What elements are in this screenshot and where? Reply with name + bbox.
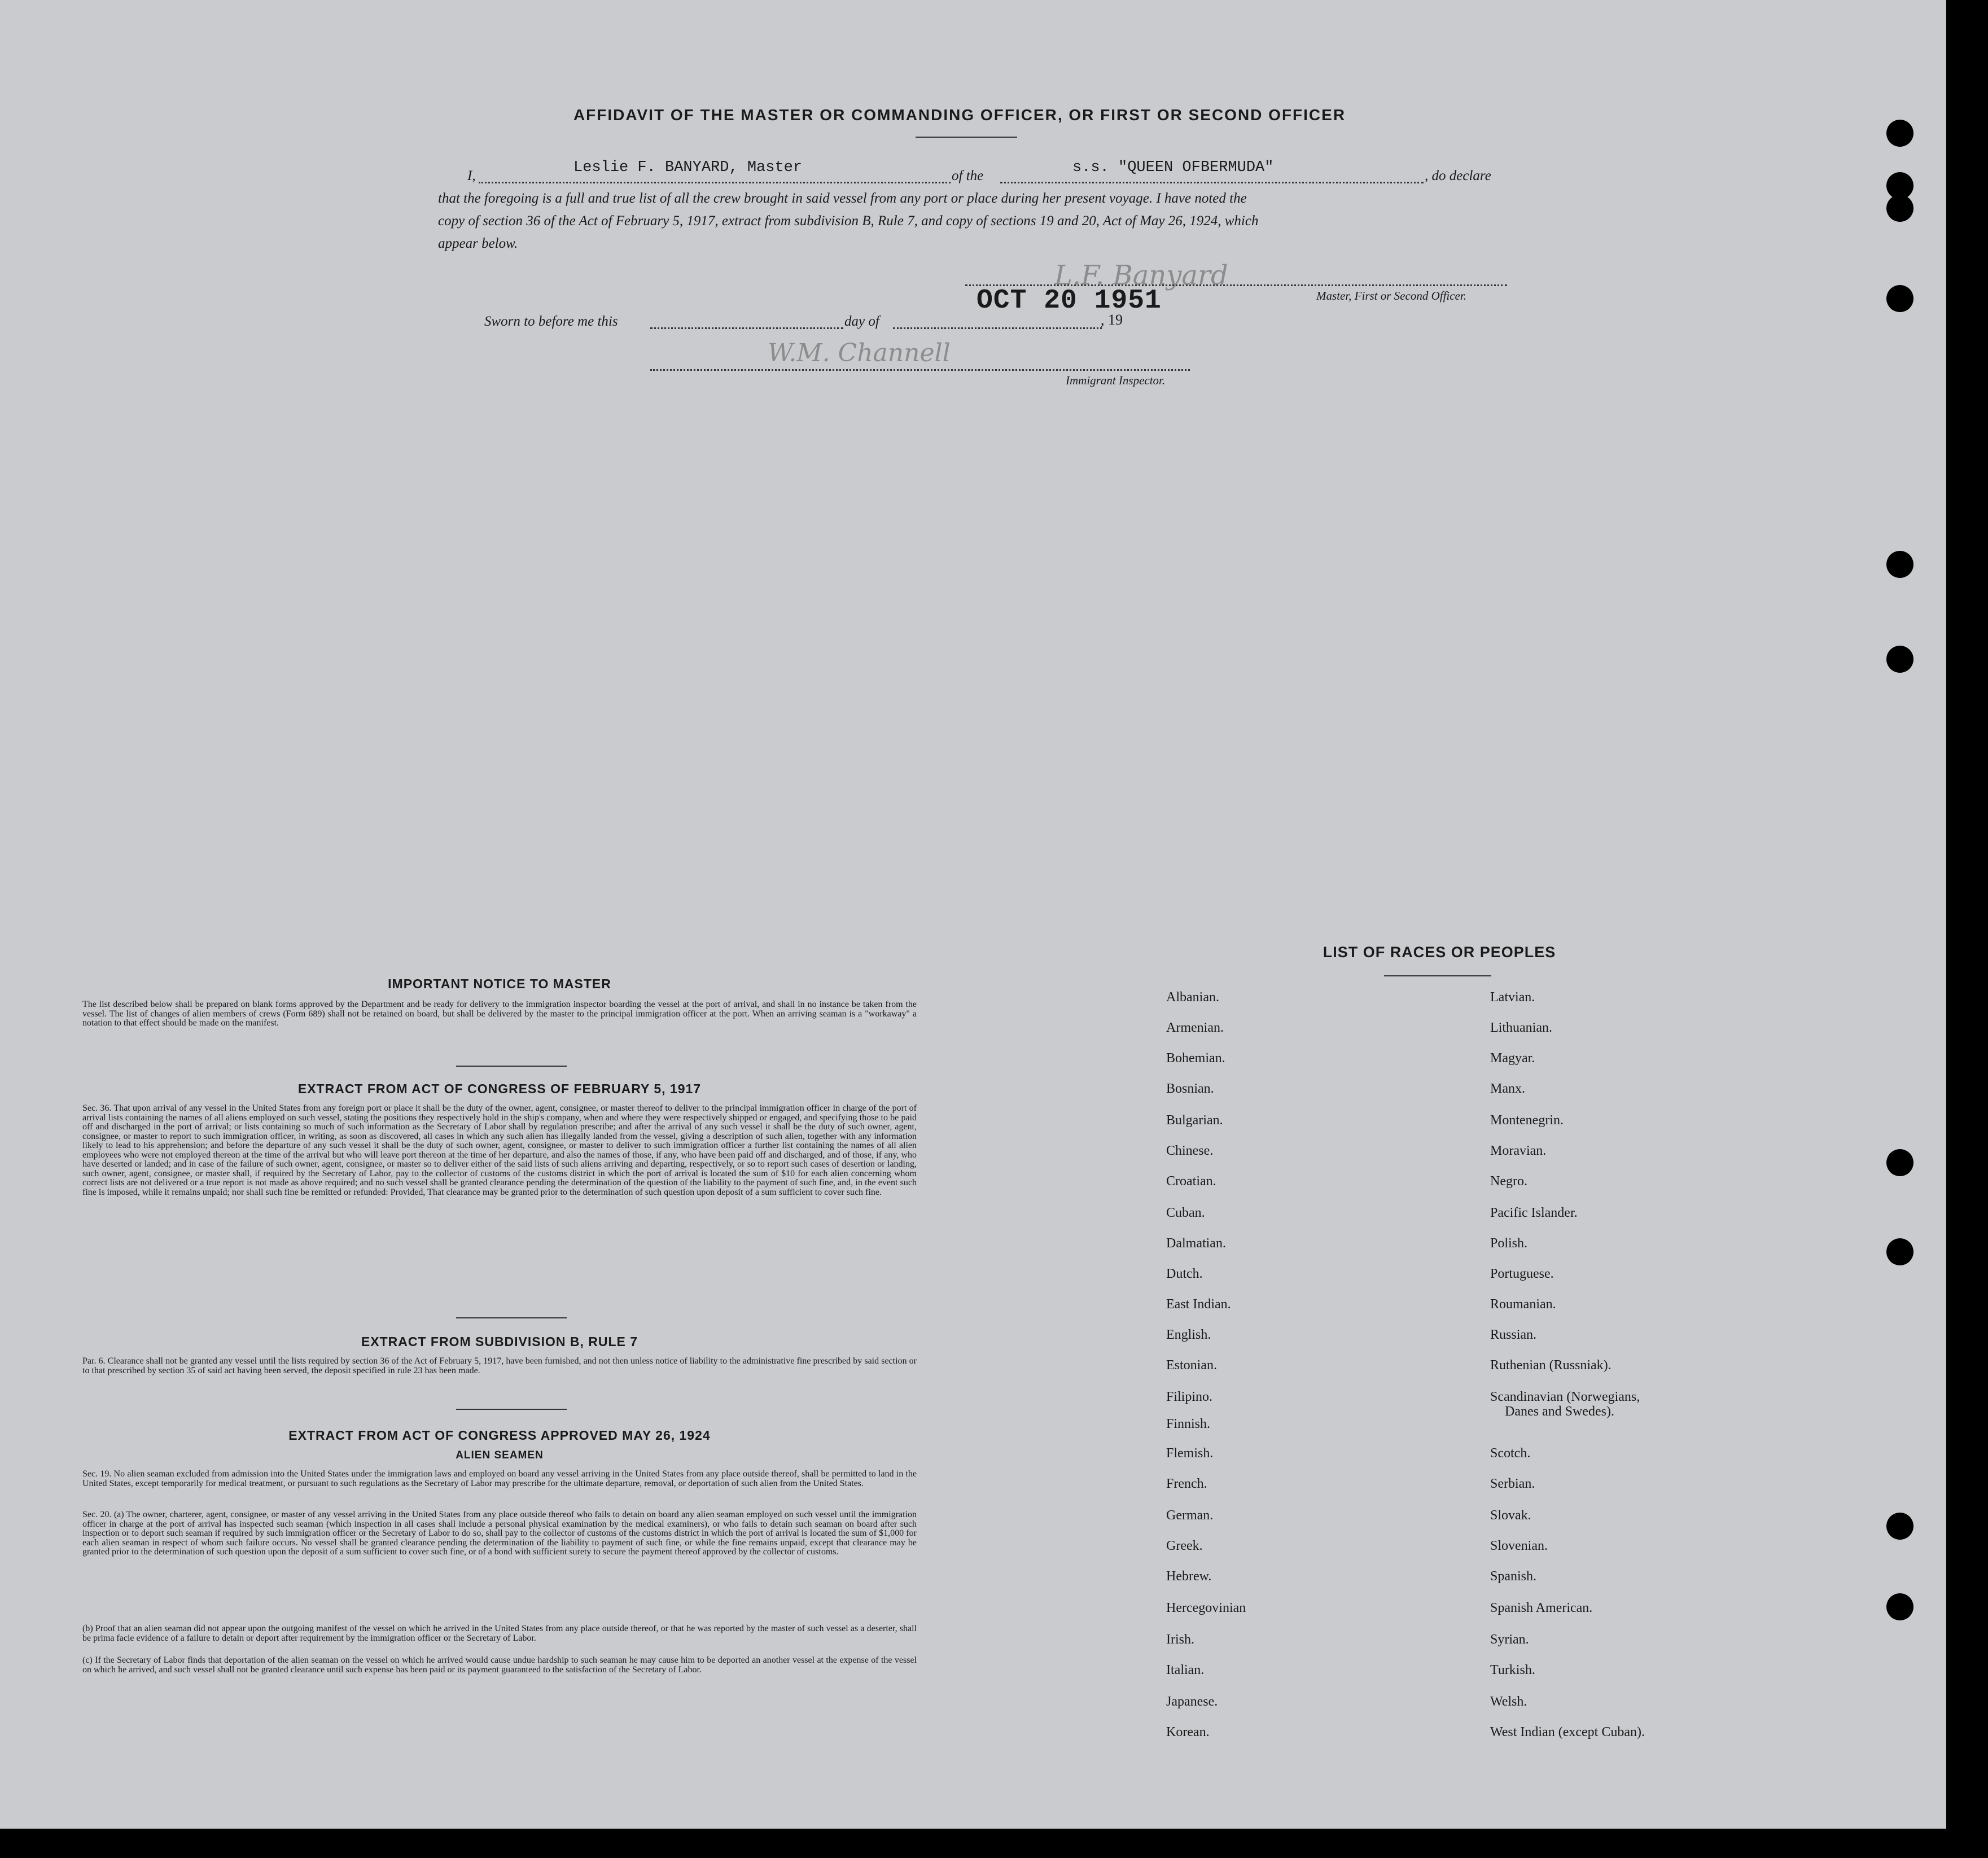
race-item: Cuban. <box>1166 1206 1205 1220</box>
punch-hole-icon <box>1886 646 1913 673</box>
sworn-label: Sworn to before me this <box>484 314 618 329</box>
year-label: , 19 <box>1101 312 1123 328</box>
do-declare-label: , do declare <box>1425 168 1491 183</box>
race-item: Croatian. <box>1166 1174 1216 1189</box>
race-item: East Indian. <box>1166 1297 1231 1312</box>
race-item: Roumanian. <box>1490 1297 1556 1312</box>
date-line <box>893 327 1102 329</box>
race-item: Portuguese. <box>1490 1267 1554 1281</box>
vessel-line <box>1000 182 1424 183</box>
punch-hole-icon <box>1886 1238 1913 1265</box>
race-item: West Indian (except Cuban). <box>1490 1725 1645 1739</box>
divider <box>456 1066 567 1067</box>
race-item: Flemish. <box>1166 1446 1214 1461</box>
punch-hole-icon <box>1886 1149 1913 1176</box>
sec-20b-paragraph: (b) Proof that an alien seaman did not appear upon the outgoing manifest of the vessel on which he arrived in the United States from any place outside thereof, or that he was reported by the master of such vessel as a deserter, shall be prima facie evidence of a failure to detain or deport after requirement by the immigration officer or the Secretary of Labor. <box>82 1624 917 1643</box>
master-signature: L.F. Banyard <box>1054 260 1228 291</box>
race-item: Polish. <box>1490 1236 1528 1251</box>
divider <box>1384 975 1491 976</box>
sec-20c-paragraph: (c) If the Secretary of Labor finds that deportation of the alien seaman on the vessel on which he arrived would cause undue hardship to such seaman he may cause him to be deported an another vessel at the expense of the vessel on which he arrived, and such vessel shall not be granted clearance until such expense has been paid or its payment guaranteed to the satisfaction of the Secretary of Labor. <box>82 1655 917 1675</box>
race-item: Japanese. <box>1166 1694 1218 1709</box>
declaration-line-1: that the foregoing is a full and true list of all the crew brought in said vessel from any port or place during her present voyage. I have noted the <box>438 191 1247 206</box>
extract-1917-body: Sec. 36. That upon arrival of any vessel in the United States from any foreign port or place it shall be the duty of the owner, agent, consignee, or master thereof to deliver to the principal immigration officer in charge of the port of arrival lists containing the names of all aliens employed on such vessel, stating the positions they respectively hold in the ship's company, when and where they were respectively shipped or engaged, and specifying those to be paid off and discharged in the port of arrival; or lists containing so much of such information as the Secretary of Labor shall by regulation prescribe; and after the arrival of any such vessel it shall be the duty of such owner, agent, consignee, or master to report to such immigration officer, in writing, as soon as discovered, all cases in which any such alien has illegally landed from the vessel, giving a description of such alien, together with any information likely to lead to his apprehension; and before the departure of any such vessel it shall be the duty of such owner, agent, consignee, or master to deliver to such immigration officer a further list containing the names of all alien employees who were not employed thereon at the time of the arrival but who will leave port thereon at the time of her departure, and also the names of those, if any, who have been paid off and discharged, and of those, if any, who have deserted or landed; and in case of the failure of such owner, agent, consignee, or master so to deliver either of the said lists of such aliens arriving and departing, respectively, or so to report such cases of desertion or landing, such owner, agent, consignee, or master shall, if required by the Secretary of Labor, pay to the collector of customs of the customs district in which the port of arrival is located the sum of $10 for each alien concerning whom correct lists are not delivered or a true report is not made as above required; and no such vessel shall be granted clearance pending the determination of the question of the liability to the payment of such fine, and, in the event such fine is imposed, while it remains unpaid; nor shall such fine be remitted or refunded: Provided, That clearance may be granted prior to the determination of such question upon deposit of a sum sufficient to cover such fine. <box>82 1103 917 1197</box>
race-item: Chinese. <box>1166 1143 1214 1158</box>
races-title: LIST OF RACES OR PEOPLES <box>1323 944 1556 961</box>
notice-body: The list described below shall be prepared on blank forms approved by the Department and be ready for delivery to the immigration inspector boarding the vessel at the port of arrival, and shall in no instance be taken from the vessel. The list of changes of alien members of crews (Form 689) shall not be retained on board, but shall be delivered by the master to the principal immigration officer at the port. When an arriving seaman is a "workaway" a notation to that effect should be made on the manifest. <box>82 1000 917 1028</box>
race-item: Spanish. <box>1490 1569 1537 1584</box>
race-item: Turkish. <box>1490 1663 1535 1677</box>
race-item: Dalmatian. <box>1166 1236 1226 1251</box>
rule7-body: Par. 6. Clearance shall not be granted any vessel until the lists required by section 36 of the Act of February 5, 1917, have been furnished, and not then unless notice of liability to the administrative fine prescribed by said section or to that prescribed by section 35 of said act having been served, the deposit specified in rule 23 has been made. <box>82 1356 917 1375</box>
race-item: Irish. <box>1166 1632 1194 1647</box>
race-item: Bulgarian. <box>1166 1113 1223 1128</box>
divider <box>456 1409 567 1410</box>
race-item: Scandinavian (Norwegians, <box>1490 1390 1640 1404</box>
race-item: Magyar. <box>1490 1051 1535 1066</box>
race-item: Serbian. <box>1490 1476 1535 1491</box>
vessel-name: s.s. "QUEEN OFBERMUDA" <box>1072 159 1274 176</box>
extract-1924-subtitle: ALIEN SEAMEN <box>456 1449 544 1461</box>
rule7-title: EXTRACT FROM SUBDIVISION B, RULE 7 <box>361 1334 638 1349</box>
race-item: Finnish. <box>1166 1417 1211 1431</box>
declaration-line-3: appear below. <box>438 236 518 251</box>
punch-hole-icon <box>1886 195 1913 222</box>
race-item: Dutch. <box>1166 1267 1203 1281</box>
extract-1924-title: EXTRACT FROM ACT OF CONGRESS APPROVED MAY 26, 1924 <box>288 1428 711 1443</box>
race-item: Latvian. <box>1490 990 1535 1005</box>
i-label: I, <box>467 168 476 183</box>
race-item: Lithuanian. <box>1490 1020 1552 1035</box>
race-item: Russian. <box>1490 1327 1537 1342</box>
name-line <box>479 182 951 183</box>
race-item: German. <box>1166 1508 1214 1523</box>
race-item: Spanish American. <box>1490 1601 1593 1615</box>
race-item: English. <box>1166 1327 1211 1342</box>
race-item: Danes and Swedes). <box>1505 1404 1614 1419</box>
master-caption: Master, First or Second Officer. <box>1316 289 1466 303</box>
race-item: Slovenian. <box>1490 1539 1548 1553</box>
date-stamp: OCT 20 1951 <box>977 286 1162 316</box>
divider <box>456 1317 567 1318</box>
race-item: Syrian. <box>1490 1632 1529 1647</box>
master-name: Leslie F. BANYARD, Master <box>573 159 803 176</box>
race-item: Bohemian. <box>1166 1051 1225 1066</box>
race-item: Pacific Islander. <box>1490 1206 1578 1220</box>
race-item: Moravian. <box>1490 1143 1547 1158</box>
affidavit-title: AFFIDAVIT OF THE MASTER OR COMMANDING OFFICER, OR FIRST OR SECOND OFFICER <box>573 106 1346 124</box>
sworn-line <box>650 327 843 329</box>
race-item: Welsh. <box>1490 1694 1527 1709</box>
race-item: Hebrew. <box>1166 1569 1212 1584</box>
inspector-line <box>650 369 1190 371</box>
race-item: Italian. <box>1166 1663 1205 1677</box>
sec-20a-paragraph: Sec. 20. (a) The owner, charterer, agent, consignee, or master of any vessel arriving in the United States from any place outside thereof who fails to detain on board any alien seaman employed on such vessel until the immigration officer in charge at the port of arrival has inspected such seaman (which inspection in all cases shall include a personal physical examination by the medical examiners), or who fails to detain such seaman on board after such inspection or to deport such seaman if required by such immigration officer or the Secretary of Labor to do so, shall pay to the collector of customs of the customs district in which the port of arrival is located the sum of $1,000 for each alien seaman in respect of whom such failure occurs. No vessel shall be granted clearance pending the determination of the liability to payment of such fine, or while the fine remains unpaid, except that clearance may be granted prior to the determination of such question upon the deposit of a sum sufficient to cover such fine, or of a bond with sufficient surety to secure the payment thereof approved by the collector of customs. <box>82 1510 917 1557</box>
race-item: Montenegrin. <box>1490 1113 1564 1128</box>
declaration-line-2: copy of section 36 of the Act of February 5, 1917, extract from subdivision B, Rule 7, and copy of sections 19 and 20, Act of May 26, 1924, which <box>438 213 1259 229</box>
race-item: Greek. <box>1166 1539 1203 1553</box>
race-item: Slovak. <box>1490 1508 1531 1523</box>
race-item: Armenian. <box>1166 1020 1224 1035</box>
inspector-caption: Immigrant Inspector. <box>1066 374 1166 387</box>
extract-1917-title: EXTRACT FROM ACT OF CONGRESS OF FEBRUARY 5, 1917 <box>297 1081 702 1096</box>
race-item: Albanian. <box>1166 990 1219 1005</box>
race-item: Filipino. <box>1166 1390 1213 1404</box>
punch-hole-icon <box>1886 285 1913 312</box>
notice-title: IMPORTANT NOTICE TO MASTER <box>388 976 611 991</box>
punch-hole-icon <box>1886 551 1913 578</box>
punch-hole-icon <box>1886 1513 1913 1540</box>
race-item: Scotch. <box>1490 1446 1531 1461</box>
race-item: Hercegovinian <box>1166 1601 1246 1615</box>
race-item: Estonian. <box>1166 1358 1217 1373</box>
inspector-signature: W.M. Channell <box>768 339 951 367</box>
sec-19-paragraph: Sec. 19. No alien seaman excluded from admission into the United States under the immigration laws and employed on board any vessel arriving in the United States from any place outside thereof, shall be permitted to land in the United States, except temporarily for medical treatment, or pursuant to such regulations as the Secretary of Labor may prescribe for the ultimate departure, removal, or deportation of such alien from the United States. <box>82 1469 917 1488</box>
divider <box>916 137 1017 138</box>
race-item: Ruthenian (Russniak). <box>1490 1358 1612 1373</box>
race-item: Negro. <box>1490 1174 1527 1189</box>
punch-hole-icon <box>1886 1593 1913 1620</box>
race-item: Korean. <box>1166 1725 1210 1739</box>
race-item: French. <box>1166 1476 1207 1491</box>
race-item: Bosnian. <box>1166 1081 1214 1096</box>
of-the-label: of the <box>952 168 984 183</box>
day-of-label: day of <box>844 314 879 329</box>
race-item: Manx. <box>1490 1081 1525 1096</box>
